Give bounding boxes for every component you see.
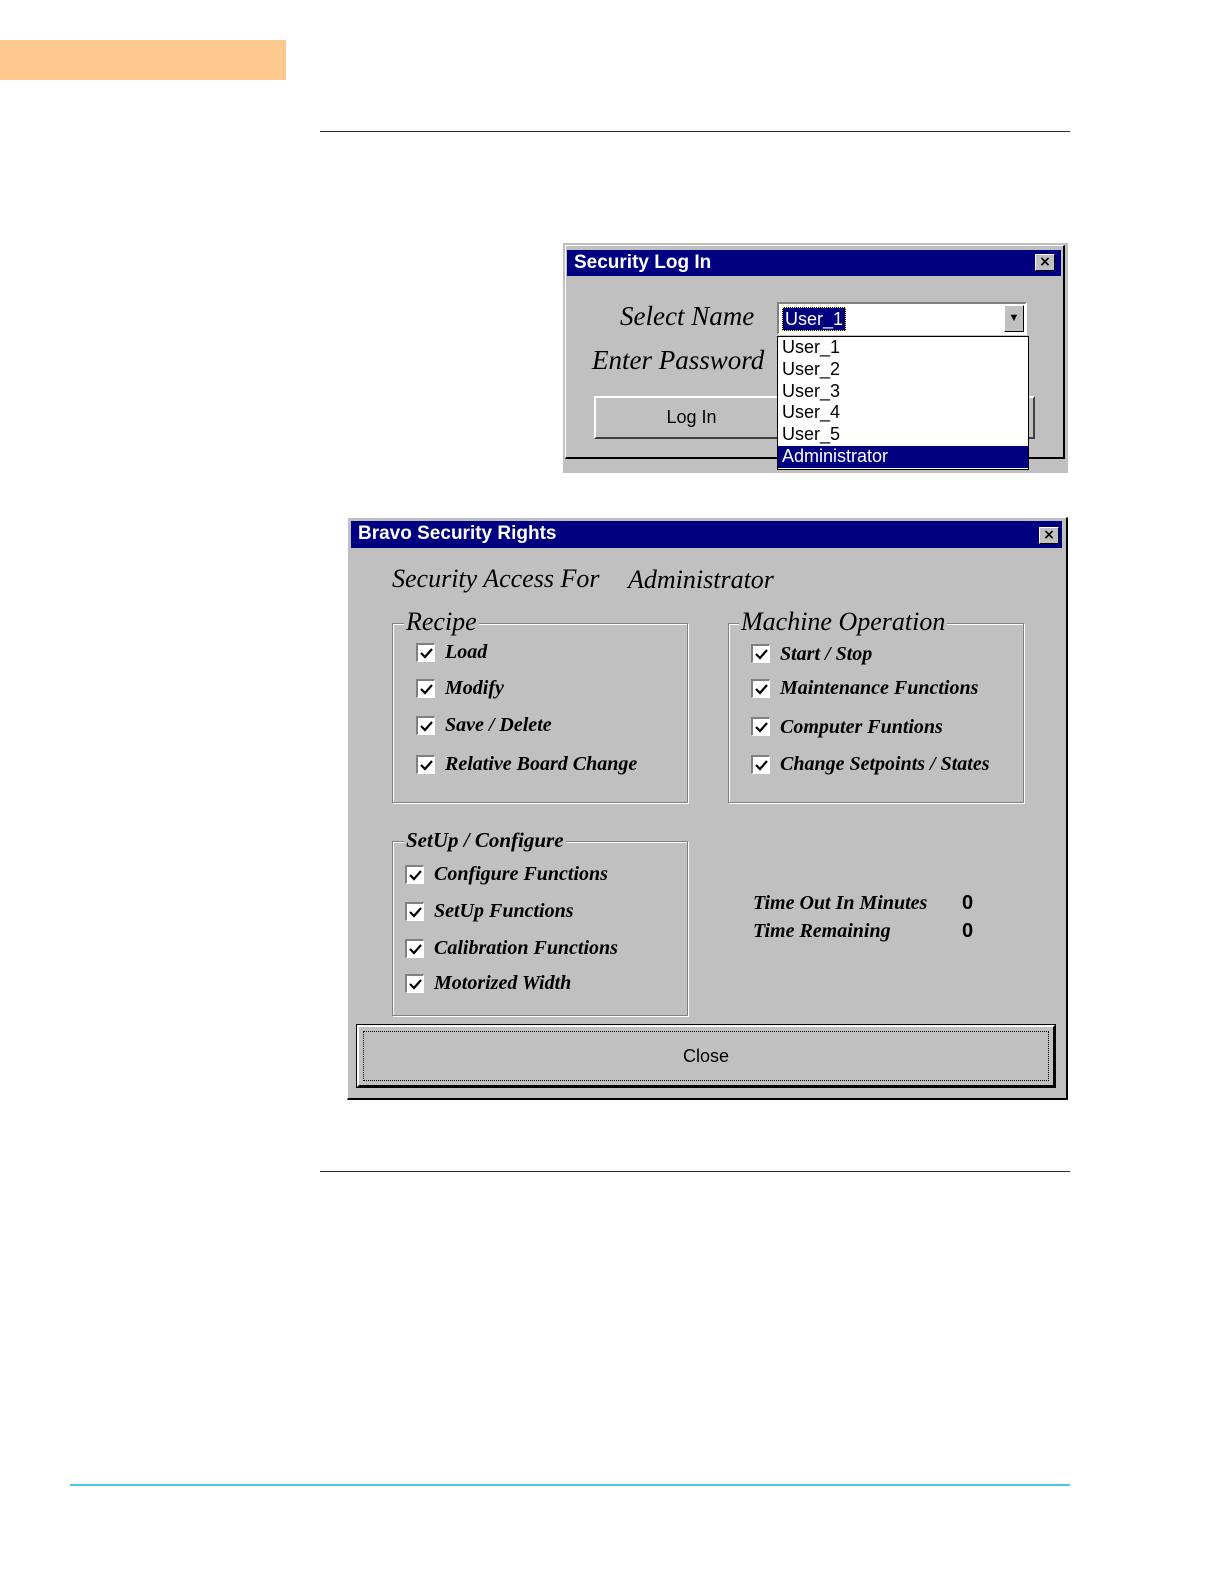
recipe-group	[392, 623, 688, 803]
security-rights-dialog	[347, 517, 1068, 1100]
login-button-label: Log In	[666, 407, 717, 427]
close-button[interactable]	[357, 1025, 1055, 1087]
user-option-5[interactable]: User_5	[782, 424, 841, 445]
machine-change-setpoints-label: Change Setpoints / States	[780, 753, 990, 775]
recipe-group-label: Recipe	[406, 607, 477, 636]
setup-configure-group-label: SetUp / Configure	[406, 828, 564, 852]
access-for-label: Security Access For	[392, 564, 600, 593]
user-option-3[interactable]: User_3	[782, 380, 841, 401]
setup-configure-functions-checkbox[interactable]	[405, 865, 424, 884]
machine-change-setpoints-checkbox[interactable]	[751, 755, 770, 774]
rights-title: Bravo Security Rights	[358, 523, 557, 544]
timeout-value: 0	[962, 892, 974, 914]
bottom-divider	[320, 1171, 1070, 1172]
machine-operation-group-label: Machine Operation	[741, 607, 946, 636]
login-title: Security Log In	[574, 252, 712, 273]
security-login-dialog	[563, 243, 1068, 473]
machine-maintenance-functions-checkbox[interactable]	[751, 679, 770, 698]
machine-computer-funtions-checkbox[interactable]	[751, 717, 770, 736]
user-option-4[interactable]: User_4	[782, 402, 841, 423]
login-close-icon[interactable]: ×	[1035, 254, 1055, 271]
time-remaining-value: 0	[962, 920, 974, 942]
rights-close-icon[interactable]: ×	[1039, 527, 1059, 544]
recipe-modify-label: Modify	[445, 677, 504, 699]
recipe-save-delete-label: Save / Delete	[445, 714, 552, 736]
close-button-label: Close	[363, 1031, 1049, 1081]
timeout-label: Time Out In Minutes	[753, 892, 928, 914]
select-name-label: Select Name	[620, 301, 755, 331]
access-for-user: Administrator	[628, 565, 774, 594]
setup-calibration-functions-checkbox[interactable]	[405, 939, 424, 958]
user-dropdown-list[interactable]	[777, 336, 1029, 470]
enter-password-label: Enter Password	[592, 345, 765, 375]
user-option-2[interactable]: User_2	[782, 358, 841, 379]
recipe-load-label: Load	[445, 641, 488, 663]
recipe-save-delete-checkbox[interactable]	[416, 716, 435, 735]
recipe-modify-checkbox[interactable]	[416, 679, 435, 698]
login-button[interactable]	[594, 396, 789, 439]
machine-maintenance-functions-label: Maintenance Functions	[780, 677, 979, 699]
rights-titlebar	[351, 521, 1062, 548]
combobox-selected-value: User_1	[782, 307, 846, 331]
time-remaining-label: Time Remaining	[753, 920, 891, 942]
select-name-combobox[interactable]	[777, 302, 1027, 335]
administrator-option[interactable]: Administrator	[778, 446, 1028, 468]
machine-start-stop-checkbox[interactable]	[751, 644, 770, 663]
user-option-1[interactable]: User_1	[782, 337, 841, 357]
machine-operation-group	[728, 623, 1024, 803]
setup-setup-functions-label: SetUp Functions	[434, 900, 574, 922]
chevron-down-icon[interactable]: ▼	[1004, 305, 1024, 332]
recipe-load-checkbox[interactable]	[416, 643, 435, 662]
machine-computer-funtions-label: Computer Funtions	[780, 716, 943, 738]
top-divider	[320, 131, 1070, 132]
machine-start-stop-label: Start / Stop	[780, 643, 873, 665]
setup-calibration-functions-label: Calibration Functions	[434, 937, 618, 959]
recipe-relative-board-change-checkbox[interactable]	[416, 755, 435, 774]
login-titlebar	[567, 250, 1061, 276]
footer-rule	[70, 1484, 1070, 1486]
setup-setup-functions-checkbox[interactable]	[405, 902, 424, 921]
recipe-relative-board-change-label: Relative Board Change	[445, 753, 638, 775]
setup-motorized-width-label: Motorized Width	[434, 972, 572, 994]
section-tab	[0, 40, 286, 80]
setup-configure-functions-label: Configure Functions	[434, 863, 608, 885]
setup-motorized-width-checkbox[interactable]	[405, 974, 424, 993]
